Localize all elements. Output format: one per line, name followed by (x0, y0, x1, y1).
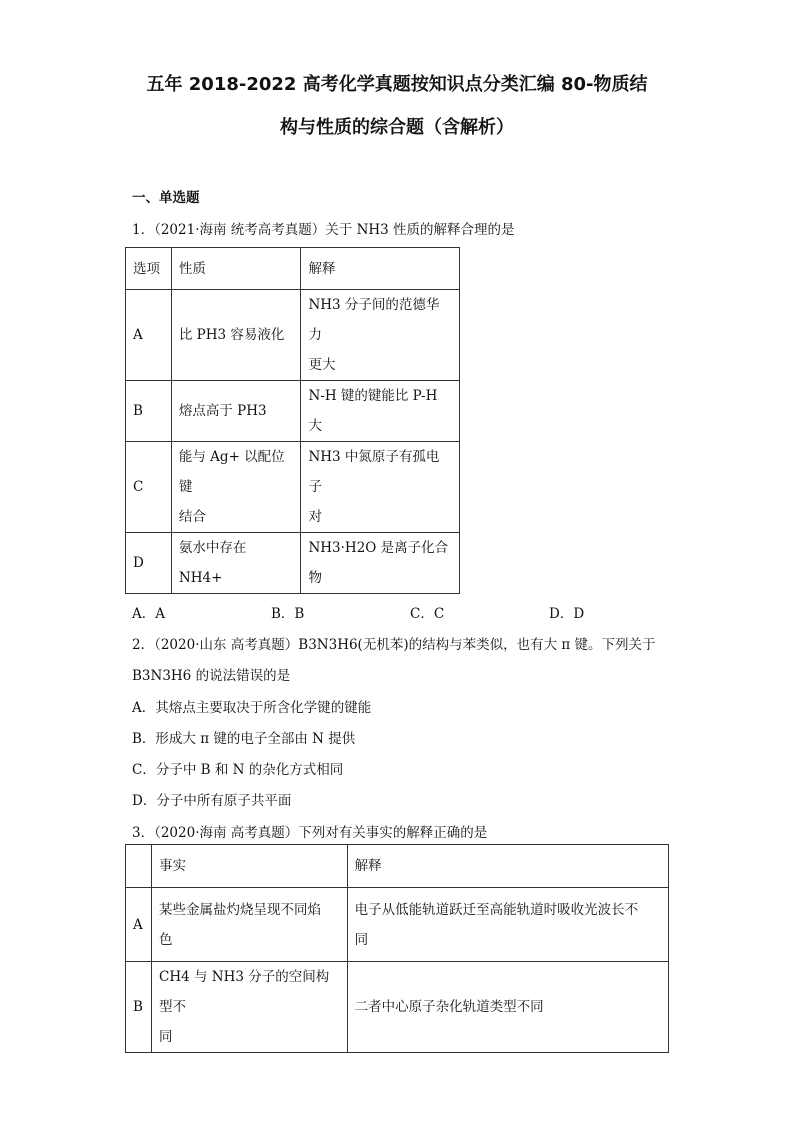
table-row (126, 290, 460, 381)
header-cell (126, 845, 152, 888)
explanation-line: NH3 中氮原子有孤电子 (308, 449, 440, 495)
explanation-cell: 二者中心原子杂化轨道类型不同 (347, 962, 668, 1053)
fact-line: 某些金属盐灼烧呈现不同焰 (158, 901, 321, 918)
explanation-cell: N-H 键的键能比 P-H 大 (301, 381, 460, 442)
q3-stem: 3．（2020·海南 高考真题）下列对有关事实的解释正确的是 (132, 825, 488, 841)
choice-d[interactable]: D．D (549, 606, 585, 622)
table-row (126, 533, 460, 594)
option-cell: A (126, 290, 172, 381)
option-cell: B (126, 381, 172, 442)
property-cell (171, 442, 301, 533)
choice-b[interactable]: B．B (271, 606, 305, 622)
q2-stem-line-2: B3N3H6 的说法错误的是 (132, 668, 291, 684)
q2-stem-line-1: 2．（2020·山东 高考真题）B3N3H6(无机苯)的结构与苯类似，也有大 π 键。下列关于 (132, 637, 656, 653)
fact-line: 色 (158, 931, 173, 948)
option-cell: C (126, 442, 172, 533)
header-cell: 解释 (347, 845, 668, 888)
table-row (126, 962, 669, 1053)
header-cell: 选项 (126, 248, 172, 290)
header-cell: 解释 (301, 248, 460, 290)
fact-line: 同 (158, 1029, 173, 1045)
explanation-cell (301, 442, 460, 533)
property-line: 结合 (178, 509, 206, 525)
q2-choice-a[interactable]: A．其熔点主要取决于所含化学键的键能 (132, 700, 372, 716)
document-title-line-1: 五年 2018-2022 高考化学真题按知识点分类汇编 80-物质结 (146, 74, 648, 95)
q2-choice-c[interactable]: C．分子中 B 和 N 的杂化方式相同 (132, 762, 344, 778)
choice-a[interactable]: A．A (132, 606, 165, 622)
q3-table (125, 844, 669, 1053)
document-title-line-2: 构与性质的综合题（含解析） (280, 117, 514, 138)
table-row (126, 442, 460, 533)
header-cell: 事实 (151, 845, 347, 888)
header-cell: 性质 (171, 248, 301, 290)
q1-table (125, 247, 460, 594)
property-cell: 氨水中存在 NH4+ (171, 533, 301, 594)
property-cell: 比 PH3 容易液化 (171, 290, 301, 381)
explanation-line: NH3 分子间的范德华力 (308, 297, 440, 343)
explanation-line: 更大 (308, 357, 336, 373)
explanation-line: 对 (308, 509, 322, 525)
section-heading: 一、单选题 (132, 190, 200, 206)
table-row (126, 888, 669, 962)
fact-cell (151, 888, 347, 962)
explanation-line: 电子从低能轨道跃迁至高能轨道时吸收光波长不 (354, 901, 639, 918)
q1-stem: 1．（2021·海南 统考高考真题）关于 NH3 性质的解释合理的是 (132, 222, 515, 238)
option-cell: B (126, 962, 152, 1053)
choice-c[interactable]: C．C (410, 606, 445, 622)
q2-choice-b[interactable]: B．形成大 π 键的电子全部由 N 提供 (132, 731, 356, 747)
table-header-row (126, 248, 460, 290)
table-header-row (126, 845, 669, 888)
option-cell: D (126, 533, 172, 594)
table-row (126, 381, 460, 442)
explanation-cell: NH3·H2O 是离子化合物 (301, 533, 460, 594)
explanation-cell (301, 290, 460, 381)
fact-line: CH4 与 NH3 分子的空间构型不 (158, 969, 330, 1015)
property-line: 能与 Ag+ 以配位键 (178, 449, 285, 495)
fact-cell (151, 962, 347, 1053)
property-cell: 熔点高于 PH3 (171, 381, 301, 442)
explanation-line: 同 (354, 931, 369, 948)
explanation-cell (347, 888, 668, 962)
q2-choice-d[interactable]: D．分子中所有原子共平面 (132, 793, 292, 809)
option-cell: A (126, 888, 152, 962)
